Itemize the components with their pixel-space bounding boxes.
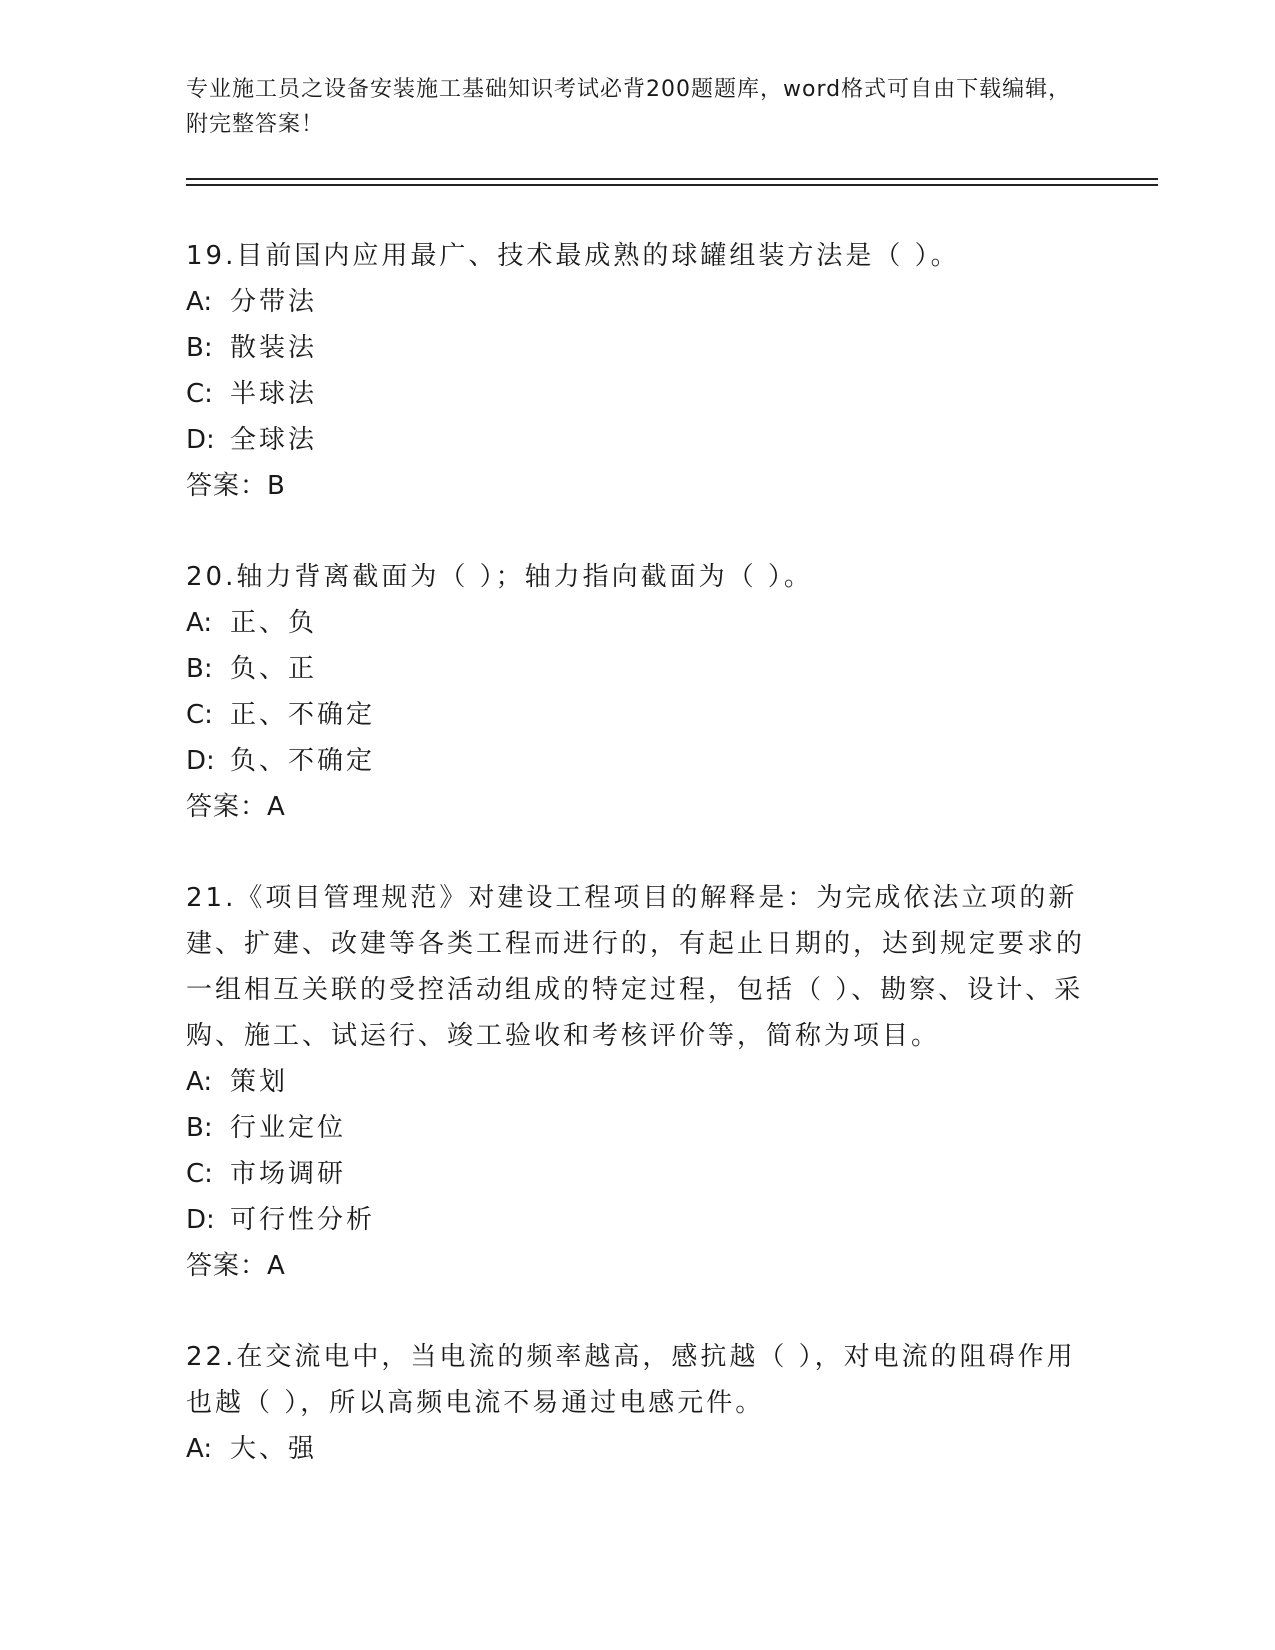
option-key: D:: [186, 746, 215, 776]
option-text: 策划: [230, 1067, 289, 1097]
option-text: 正、不确定: [230, 700, 376, 730]
option-d: [186, 1197, 1086, 1243]
question-21: [186, 875, 1086, 1289]
option-key: A:: [186, 1067, 213, 1097]
option-a: [186, 600, 1086, 646]
option-key: B:: [186, 654, 213, 684]
question-22: [186, 1334, 1086, 1472]
option-text: 负、正: [230, 654, 318, 684]
question-20: [186, 554, 1086, 830]
question-text: 22.在交流电中，当电流的频率越高，感抗越（ ），对电流的阻碍作用也越（ ），所以高频电流不易通过电感元件。: [186, 1342, 1076, 1418]
question-text: 21.《项目管理规范》对建设工程项目的解释是：为完成依法立项的新建、扩建、改建等各类工程而进行的，有起止日期的，达到规定要求的一组相互关联的受控活动组成的特定过程，包括（ ）、勘察、设计、采购、施工、试运行、竣工验收和考核评价等，简称为项目。: [186, 883, 1086, 1051]
option-a: [186, 279, 1086, 325]
answer-line: 答案：B: [186, 471, 286, 501]
question-list: [186, 233, 1086, 1517]
option-key: B:: [186, 1113, 213, 1143]
option-text: 半球法: [230, 379, 318, 409]
answer-line: 答案：A: [186, 1251, 286, 1281]
option-c: [186, 371, 1086, 417]
option-text: 负、不确定: [230, 746, 376, 776]
option-key: C:: [186, 379, 213, 409]
answer-line: 答案：A: [186, 792, 286, 822]
option-a: [186, 1426, 1086, 1472]
header-divider-top: [186, 178, 1158, 180]
document-header: 专业施工员之设备安装施工基础知识考试必背200题题库，word格式可自由下载编辑，附完整答案！: [186, 77, 1072, 137]
option-key: D:: [186, 1205, 215, 1235]
option-key: B:: [186, 333, 213, 363]
option-c: [186, 1151, 1086, 1197]
option-c: [186, 692, 1086, 738]
option-key: A:: [186, 608, 213, 638]
option-text: 可行性分析: [230, 1205, 376, 1235]
option-b: [186, 646, 1086, 692]
option-text: 全球法: [230, 425, 318, 455]
question-text: 19.目前国内应用最广、技术最成熟的球罐组装方法是（ ）。: [186, 241, 960, 271]
option-key: A:: [186, 1434, 213, 1464]
option-key: C:: [186, 700, 213, 730]
option-key: C:: [186, 1159, 213, 1189]
header-divider-bottom: [186, 184, 1158, 186]
option-key: A:: [186, 287, 213, 317]
option-text: 正、负: [230, 608, 318, 638]
option-text: 散装法: [230, 333, 318, 363]
option-b: [186, 1105, 1086, 1151]
option-text: 市场调研: [230, 1159, 347, 1189]
option-text: 行业定位: [230, 1113, 347, 1143]
option-text: 大、强: [230, 1434, 318, 1464]
option-a: [186, 1059, 1086, 1105]
option-text: 分带法: [230, 287, 318, 317]
option-key: D:: [186, 425, 215, 455]
option-d: [186, 417, 1086, 463]
option-b: [186, 325, 1086, 371]
question-text: 20.轴力背离截面为（ ）；轴力指向截面为（ ）。: [186, 562, 813, 592]
question-19: [186, 233, 1086, 509]
option-d: [186, 738, 1086, 784]
